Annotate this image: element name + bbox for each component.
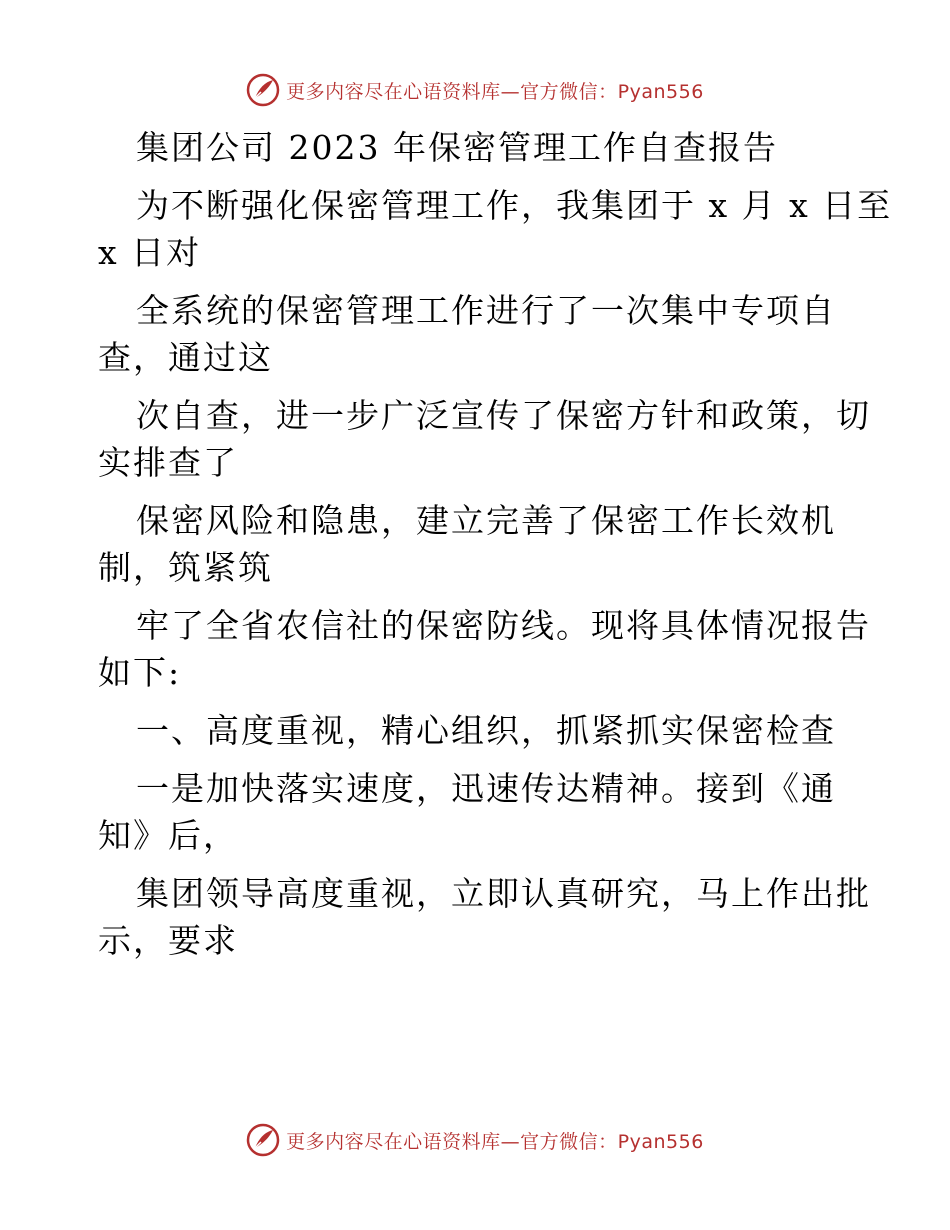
doc-line: 次自查，进一步广泛宣传了保密方针和政策，切 (136, 396, 871, 435)
doc-line: 实排查了 (98, 443, 238, 482)
doc-line: 集团领导高度重视，立即认真研究，马上作出批 (136, 874, 871, 913)
quill-logo-icon (246, 1123, 280, 1157)
doc-line: 为不断强化保密管理工作，我集团于 x 月 x 日至 (136, 186, 893, 225)
section-heading: 一、高度重视，精心组织，抓紧抓实保密检查 (136, 711, 836, 750)
quill-logo-icon (246, 73, 280, 107)
doc-title: 集团公司 2023 年保密管理工作自查报告 (136, 128, 778, 167)
doc-line: 保密风险和隐患，建立完善了保密工作长效机 (136, 501, 836, 540)
doc-line: 牢了全省农信社的保密防线。现将具体情况报告 (136, 606, 871, 645)
document-body (98, 124, 893, 964)
footer-banner (0, 1120, 950, 1160)
doc-line: x 日对 (98, 233, 202, 272)
doc-line: 一是加快落实速度，迅速传达精神。接到《通 (136, 769, 836, 808)
doc-line: 制，筑紧筑 (98, 548, 273, 587)
banner-text: 更多内容尽在心语资料库—官方微信：Pyan556 (286, 1130, 704, 1153)
doc-line: 全系统的保密管理工作进行了一次集中专项自 (136, 291, 836, 330)
banner-text: 更多内容尽在心语资料库—官方微信：Pyan556 (286, 80, 704, 103)
doc-line: 查，通过这 (98, 338, 273, 377)
header-banner (0, 70, 950, 110)
doc-line: 知》后， (98, 816, 238, 855)
doc-line: 如下: (98, 653, 182, 692)
doc-line: 示，要求 (98, 921, 238, 960)
